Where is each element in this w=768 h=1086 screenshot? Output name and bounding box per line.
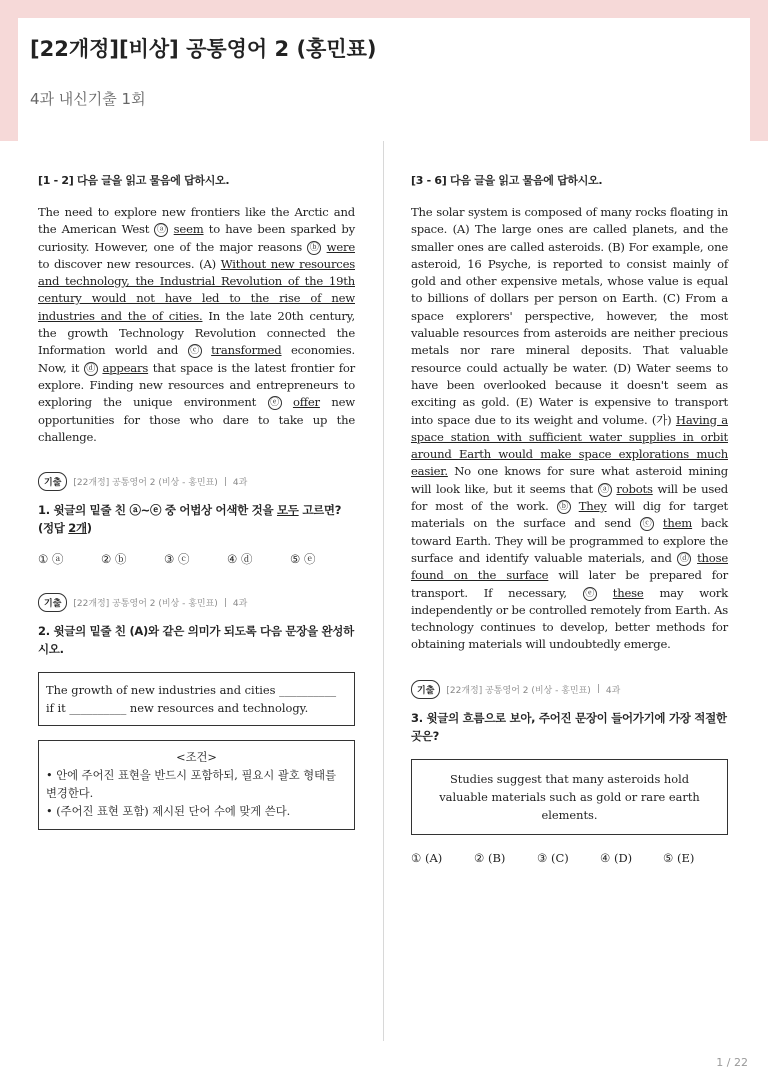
text: In the late 20th century, the growth Technology Revolution connected the Information world and bbox=[38, 308, 355, 358]
marker-a: ⓐ bbox=[154, 223, 168, 237]
q3-source: [22개정] 공통영어 2 (비상 - 홍민표) bbox=[446, 685, 591, 696]
word-b: They bbox=[578, 499, 607, 514]
q3-option[interactable]: ③ (C) bbox=[537, 850, 569, 865]
q3-meta bbox=[411, 680, 728, 699]
right-column bbox=[411, 172, 728, 865]
meta-sep: | bbox=[596, 684, 600, 695]
q1-option[interactable]: ① ⓐ bbox=[38, 552, 64, 567]
text: economies. Now, it bbox=[38, 343, 355, 375]
text: will be used for most of the work. bbox=[411, 481, 728, 514]
text: (정답 bbox=[38, 521, 69, 536]
underlined-ga: Having a space station with sufficient water supplies in orbit around Earth would make space explorations much easier. bbox=[411, 412, 728, 479]
q1-options bbox=[38, 551, 355, 567]
text: that space is the latest frontier for explore. Finding new resources and entrepreneurs to exploring the unique environment bbox=[38, 360, 355, 410]
word-b: were bbox=[326, 239, 355, 254]
q2-sentence: The growth of new industries and cities __________ if it __________ new resources and technology. bbox=[46, 683, 337, 716]
q1-source: [22개정] 공통영어 2 (비상 - 홍민표) bbox=[73, 478, 218, 489]
text: 1. 윗글의 밑줄 친 ⓐ~ⓔ 중 어법상 어색한 것을 bbox=[38, 503, 277, 518]
page-subtitle: 4과 내신기출 1회 bbox=[30, 90, 146, 108]
marker-e: ⓔ bbox=[268, 396, 282, 410]
q2-source: [22개정] 공통영어 2 (비상 - 홍민표) bbox=[73, 599, 218, 610]
condition-item: • (주어진 표현 포함) 제시된 단어 수에 맞게 쓴다. bbox=[46, 805, 291, 819]
passage-1 bbox=[38, 204, 355, 446]
left-heading: [1 - 2] 다음 글을 읽고 물음에 답하시오. bbox=[38, 174, 230, 187]
condition-item: • 안에 주어진 표현을 반드시 포함하되, 필요시 괄호 형태를 변경한다. bbox=[46, 769, 336, 801]
meta-sep: | bbox=[223, 597, 227, 608]
q3-option[interactable]: ④ (D) bbox=[600, 850, 633, 865]
q2-text: 2. 윗글의 밑줄 친 (A)와 같은 의미가 되도록 다음 문장을 완성하시오. bbox=[38, 624, 354, 657]
text: back toward Earth. They will be programmed to explore the surface and identify valuable materials, and bbox=[411, 516, 728, 565]
q1-unit: 4과 bbox=[232, 478, 248, 489]
left-column bbox=[38, 172, 355, 830]
text: to discover new resources. (A) bbox=[38, 256, 221, 271]
q3-text: 3. 윗글의 흐름으로 보아, 주어진 문장이 들어가기에 가장 적절한 곳은? bbox=[411, 710, 727, 743]
word-c: them bbox=[662, 516, 693, 531]
q2-meta bbox=[38, 593, 355, 612]
word-a: seem bbox=[173, 222, 204, 237]
right-heading: [3 - 6] 다음 글을 읽고 물음에 답하시오. bbox=[411, 174, 603, 187]
text: new opportunities for those who dare to take up the challenge. bbox=[38, 395, 355, 444]
text: No one knows for sure what asteroid mining will look like, but it seems that bbox=[411, 464, 728, 496]
q1-option[interactable]: ② ⓑ bbox=[101, 552, 127, 567]
word-e: offer bbox=[292, 395, 320, 410]
q1-meta bbox=[38, 472, 355, 491]
word-a: robots bbox=[616, 481, 653, 496]
marker-c: ⓒ bbox=[188, 344, 202, 358]
q3-option[interactable]: ① (A) bbox=[411, 850, 443, 865]
answer-count: 2개 bbox=[68, 521, 87, 536]
text: ) bbox=[86, 521, 92, 536]
q3-option[interactable]: ② (B) bbox=[474, 850, 506, 865]
q1-option[interactable]: ⑤ ⓔ bbox=[290, 552, 316, 567]
q3-unit: 4과 bbox=[605, 685, 621, 696]
q2-conditions-box bbox=[38, 740, 355, 830]
marker-e: ⓔ bbox=[583, 587, 597, 601]
marker-d: ⓓ bbox=[84, 362, 98, 376]
passage-2 bbox=[411, 204, 728, 654]
text-underline: 모두 bbox=[276, 503, 299, 518]
marker-b: ⓑ bbox=[307, 241, 321, 255]
meta-sep: | bbox=[223, 476, 227, 487]
marker-d: ⓓ bbox=[677, 552, 691, 566]
page-number: 1 / 22 bbox=[716, 1056, 748, 1069]
q2-tag: 기출 bbox=[38, 593, 67, 612]
word-d: appears bbox=[102, 360, 149, 375]
word-e: these bbox=[612, 585, 644, 600]
q3-given-sentence: Studies suggest that many asteroids hold valuable materials such as gold or rare earth elements. bbox=[439, 771, 700, 822]
q1-option[interactable]: ④ ⓓ bbox=[227, 552, 253, 567]
q3-option[interactable]: ⑤ (E) bbox=[663, 850, 695, 865]
column-divider bbox=[383, 141, 384, 1041]
word-d: those found on the surface bbox=[411, 550, 728, 583]
q3-given-box bbox=[411, 759, 728, 835]
text: The solar system is composed of many rocks floating in space. (A) The large ones are called planets, and the smaller ones are called asteroids. (B) For example, one asteroid, 16 Psyche, is reported to consist mainly of gold and other expensive metals, whose value is equal to billions of dollars per person on Earth. (C) From a space explorers' perspective, however, the most valuable resources from asteroids are neither precious metals nor rare mineral deposits. That valuable resource could actually be water. (D) Water seems to have been overlooked because it doesn't seem as exciting as gold. (E) Water is expensive to transport into space due to its weight and volume. (가) bbox=[411, 205, 728, 427]
word-c: transformed bbox=[211, 343, 282, 358]
underlined-A: Without new resources and technology, the Industrial Revolution of the 19th century would not have led to the rise of new industries and the of cities. bbox=[38, 256, 355, 323]
q1-option[interactable]: ③ ⓒ bbox=[164, 552, 190, 567]
q2-sentence-box bbox=[38, 672, 355, 726]
text: to have been sparked by curiosity. However, one of the major reasons bbox=[38, 222, 355, 254]
text: 고르면? bbox=[298, 503, 342, 518]
conditions-title: <조건> bbox=[176, 751, 217, 765]
q3-options bbox=[411, 851, 728, 865]
page-title: [22개정][비상] 공통영어 2 (홍민표) bbox=[30, 37, 377, 61]
q3-tag: 기출 bbox=[411, 680, 440, 699]
marker-c: ⓒ bbox=[640, 517, 654, 531]
text: will later be prepared for transport. If necessary, bbox=[411, 568, 728, 600]
text: may work independently or be controlled remotely from Earth. As technology continues to develop, better methods for obtaining materials will undoubtedly emerge. bbox=[411, 585, 728, 652]
text: The need to explore new frontiers like the Arctic and the American West bbox=[38, 205, 355, 237]
q1-text bbox=[38, 501, 355, 537]
q1-tag: 기출 bbox=[38, 472, 67, 491]
text: will dig for target materials on the surface and send bbox=[411, 499, 728, 531]
q2-unit: 4과 bbox=[232, 599, 248, 610]
marker-a: ⓐ bbox=[598, 483, 612, 497]
marker-b: ⓑ bbox=[557, 500, 571, 514]
